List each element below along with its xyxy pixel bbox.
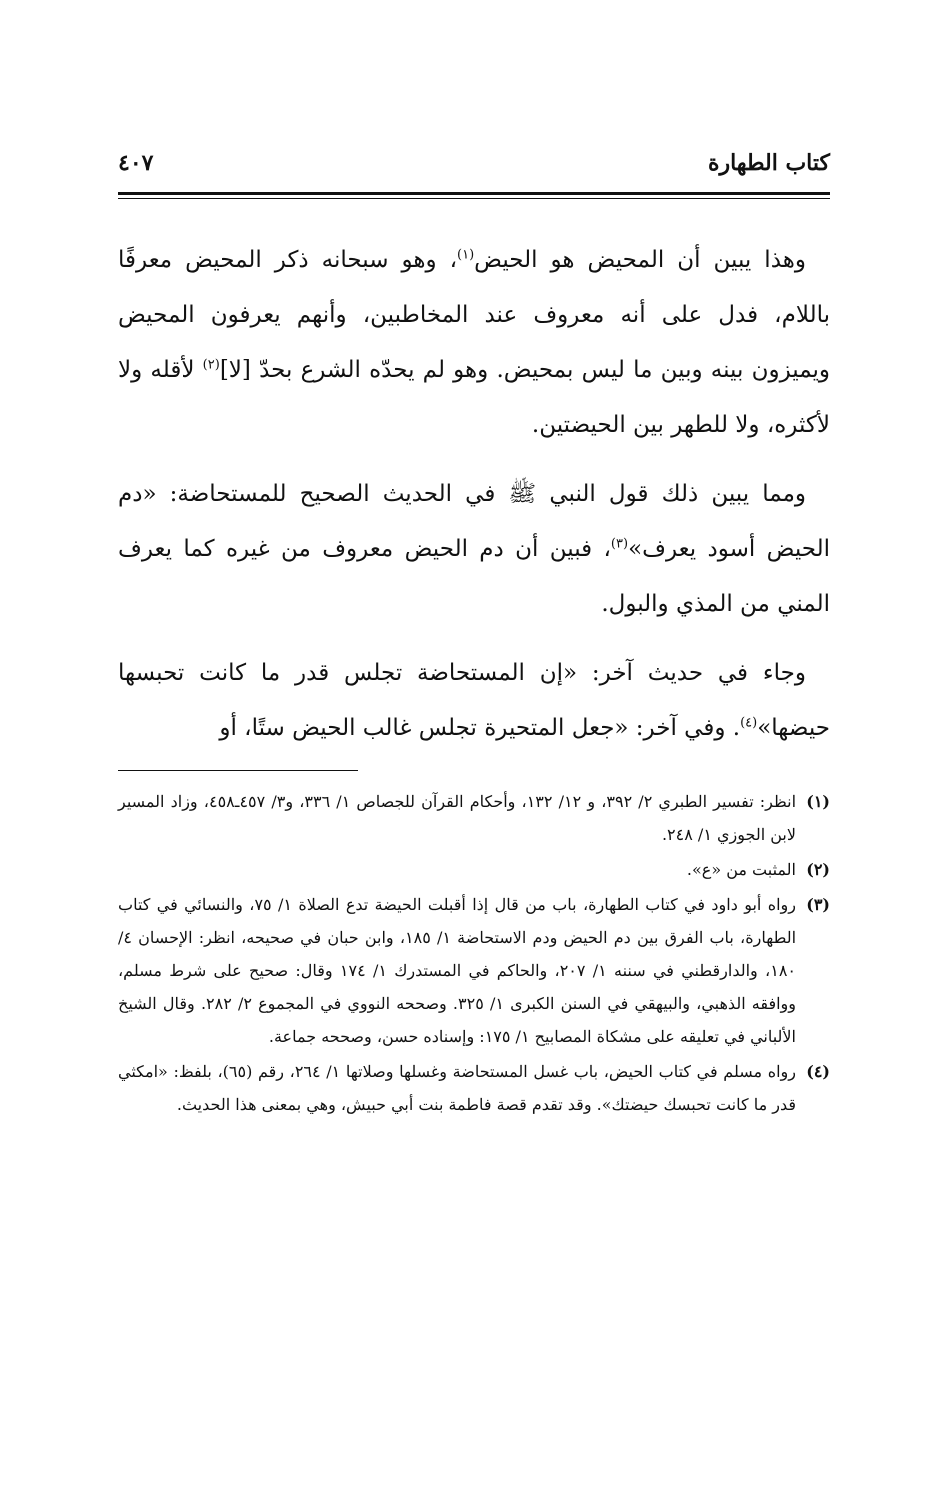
footnote-ref[interactable]: (٣) xyxy=(610,536,629,552)
book-page xyxy=(118,150,830,1123)
footnote-separator xyxy=(118,770,358,771)
main-text xyxy=(118,233,830,756)
footnote-text: رواه مسلم في كتاب الحيض، باب غسل المستحاضة وغسلها وصلاتها ١/ ٢٦٤، رقم (٦٥)، بلفظ: «امكثي قدر ما كانت تحبسك حيضتك». وقد تقدم قصة فاطمة بنت أبي حبيش، وهي بمعنى هذا الحديث. xyxy=(118,1062,797,1114)
footnote xyxy=(118,1055,830,1121)
chapter-title: كتاب الطهارة xyxy=(707,150,830,176)
header-rule-thin xyxy=(118,198,830,199)
footnote-ref[interactable]: (٤) xyxy=(740,715,758,731)
paragraph: وجاء في حديث آخر: «إن المستحاضة تجلس قدر ما كانت تحبسها حيضها»$^{(٤)}$. وفي آخر: «جعل المتحيرة تجلس غالب الحيض ستًا، أو xyxy=(118,660,830,741)
paragraph: ومما يبين ذلك قول النبي ﷺ في الحديث الصحيح للمستحاضة: «دم الحيض أسود يعرف»$^{(٣)}$، فبين أن دم الحيض معروف من غيره كما يعرف المني من المذي والبول. xyxy=(118,481,831,617)
running-header xyxy=(118,150,830,188)
footnote-ref[interactable]: (١) xyxy=(457,247,475,263)
page-number: ٤٠٧ xyxy=(118,150,154,176)
paragraph: وهذا يبين أن المحيض هو الحيض$^{(١)}$، وهو سبحانه ذكر المحيض معرفًا باللام، فدل على أنه معروف عند المخاطبين، وأنهم يعرفون المحيض ويميزون بينه وبين ما ليس بمحيض. وهو لم يحدّه الشرع بحدّ [لا]$^{(٢)}$ لأقله ولا لأكثره، ولا للطهر بين الحيضتين. xyxy=(118,247,831,438)
footnote-text: المثبت من «ع». xyxy=(686,860,796,879)
footnote-text: انظر: تفسير الطبري ٢/ ٣٩٢، و ١٢/ ١٣٢، وأحكام القرآن للجصاص ١/ ٣٣٦، و٣/ ٤٥٧ـ٤٥٨، وزاد المسير لابن الجوزي ١/ ٢٤٨. xyxy=(118,792,797,844)
footnote-number: (٤) xyxy=(806,1062,830,1081)
footnote-ref[interactable]: (٢) xyxy=(202,357,220,373)
footnote xyxy=(118,785,830,851)
footnote xyxy=(118,853,830,886)
footnote-number: (١) xyxy=(806,792,830,811)
footnote-text: رواه أبو داود في كتاب الطهارة، باب من قال إذا أقبلت الحيضة تدع الصلاة ١/ ٧٥، والنسائي في كتاب الطهارة، باب الفرق بين دم الحيض ودم الاستحاضة ١/ ١٨٥، وابن حبان في صحيحه، انظر: الإحسان ٤/ ١٨٠، والدارقطني في سننه ١/ ٢٠٧، والحاكم في المستدرك ١/ ١٧٤ وقال: صحيح على شرط مسلم، ووافقه الذهبي، والبيهقي في السنن الكبرى ١/ ٣٢٥. وصححه النووي في المجموع ٢/ ٢٨٢. وقال الشيخ الألباني في تعليقه على مشكاة المصابيح ١/ ١٧٥: وإسناده حسن، وصححه جماعة. xyxy=(118,895,797,1046)
footnote-number: (٣) xyxy=(806,895,830,914)
footnote-number: (٢) xyxy=(806,860,830,879)
header-rule-thick xyxy=(118,192,830,195)
footnote xyxy=(118,888,830,1053)
footnotes xyxy=(118,785,830,1121)
